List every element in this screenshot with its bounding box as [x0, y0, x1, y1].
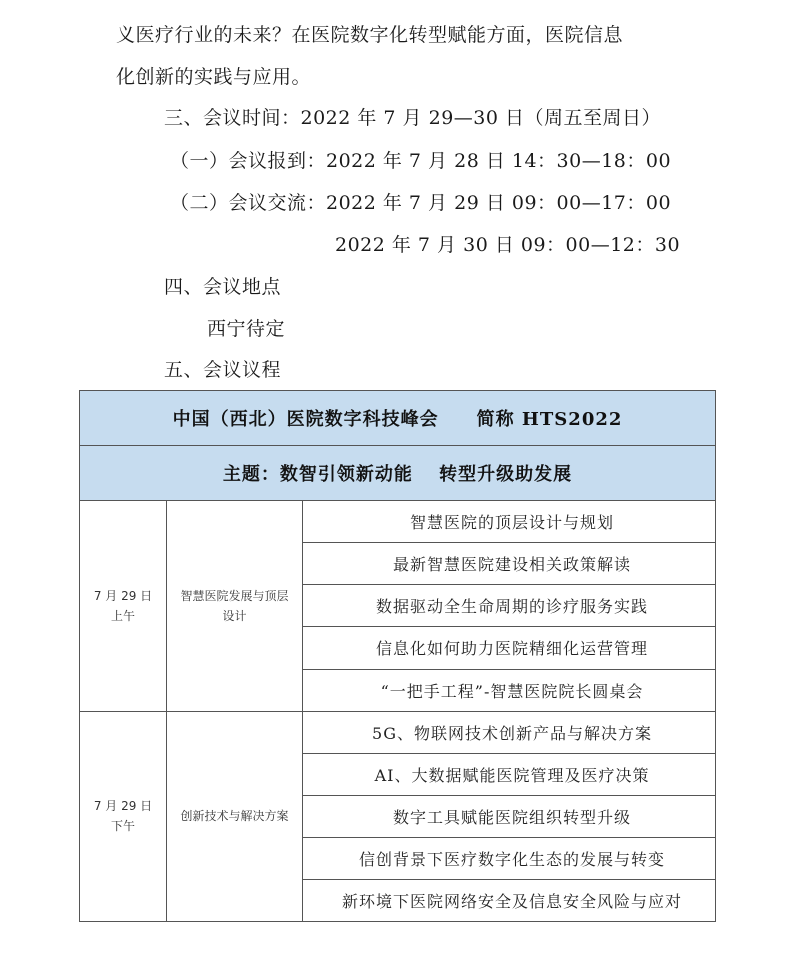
- session-2-topic-2: AI、大数据赋能医院管理及医疗决策: [303, 753, 716, 795]
- session-2-topic-4: 信创背景下医疗数字化生态的发展与转变: [303, 837, 716, 879]
- intro-line-2: 化创新的实践与应用。: [116, 66, 312, 88]
- section-4-title: 四、会议地点: [164, 276, 282, 298]
- session-2-theme: 创新技术与解决方案: [167, 711, 303, 921]
- session-1-topic-5: “一把手工程”-智慧医院院长圆桌会: [303, 669, 716, 711]
- session-1-date-day: 7 月 29 日: [93, 588, 153, 603]
- session-2-date: [80, 711, 167, 921]
- session-1-date-period: 上午: [110, 608, 135, 623]
- session-1-topic-4: 信息化如何助力医院精细化运营管理: [303, 627, 716, 669]
- agenda-table: [79, 390, 716, 922]
- agenda-header-theme: 主题：数智引领新动能 转型升级助发展: [80, 446, 716, 501]
- intro-line-1: 义医疗行业的未来？在医院数字化转型赋能方面，医院信息: [116, 24, 624, 46]
- agenda-header-title: 中国（西北）医院数字科技峰会 简称 HTS2022: [80, 391, 716, 446]
- session-1-date: [80, 501, 167, 711]
- session-1-theme: 智慧医院发展与顶层设计: [167, 501, 303, 711]
- section-3-item-2-continued: 2022 年 7 月 30 日 09：00—12：30: [335, 234, 681, 256]
- session-2-date-period: 下午: [110, 819, 135, 834]
- section-3-title: 三、会议时间：2022 年 7 月 29—30 日（周五至周日）: [164, 107, 661, 129]
- session-1-topic-3: 数据驱动全生命周期的诊疗服务实践: [303, 585, 716, 627]
- section-4-location: 西宁待定: [207, 318, 286, 340]
- session-1-topic-2: 最新智慧医院建设相关政策解读: [303, 543, 716, 585]
- session-2-topic-5: 新环境下医院网络安全及信息安全风险与应对: [303, 879, 716, 921]
- section-3-item-1: （一）会议报到：2022 年 7 月 28 日 14：30—18：00: [170, 150, 672, 172]
- section-3-item-2: （二）会议交流：2022 年 7 月 29 日 09：00—17：00: [170, 192, 672, 214]
- section-5-title: 五、会议议程: [164, 359, 282, 381]
- session-2-date-day: 7 月 29 日: [93, 799, 153, 814]
- session-2-topic-1: 5G、物联网技术创新产品与解决方案: [303, 711, 716, 753]
- session-2-topic-3: 数字工具赋能医院组织转型升级: [303, 795, 716, 837]
- session-1-topic-1: 智慧医院的顶层设计与规划: [303, 501, 716, 543]
